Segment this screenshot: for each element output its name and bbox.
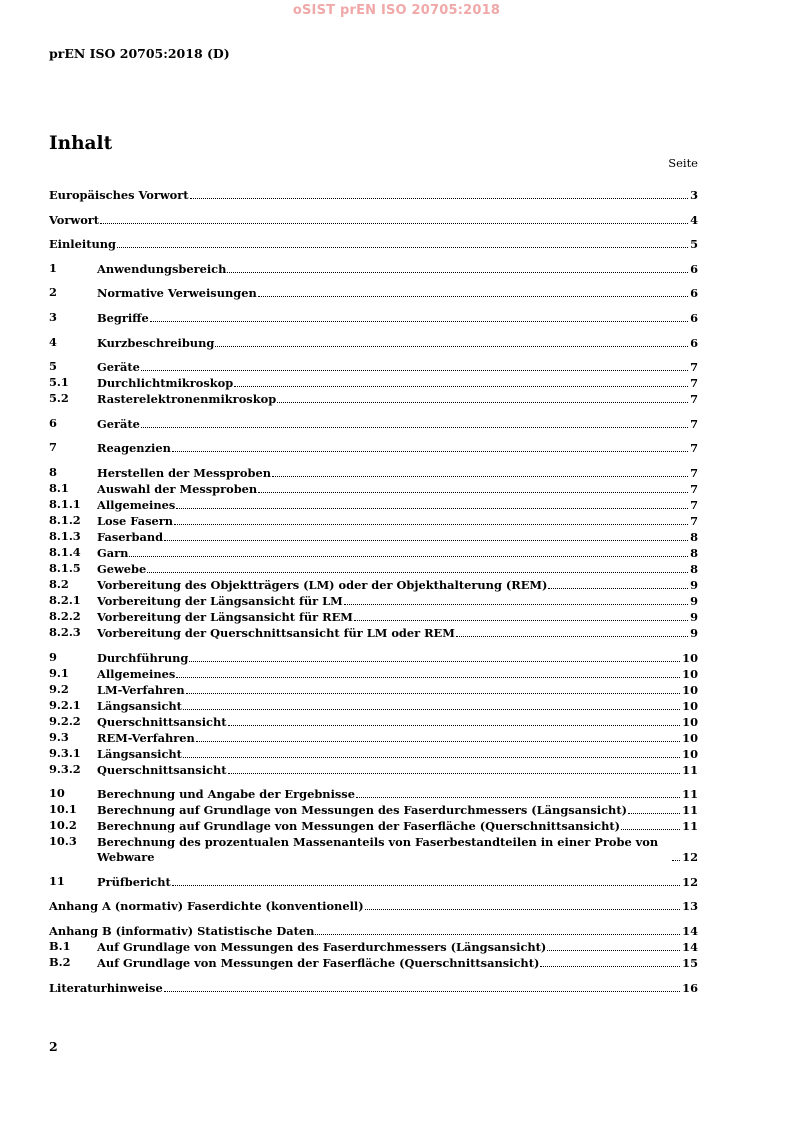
toc-entry[interactable] xyxy=(49,762,698,778)
toc-entry-label: Allgemeines xyxy=(97,497,176,512)
toc-entry[interactable] xyxy=(49,898,698,914)
toc-entry-body xyxy=(97,360,698,375)
toc-entry-body xyxy=(97,819,698,834)
toc-entry-number: B.1 xyxy=(49,938,71,953)
toc-entry-body xyxy=(97,651,698,666)
toc-entry-page: 14 xyxy=(682,939,698,954)
toc-entry-label: Vorbereitung der Querschnittsansicht für LM oder REM xyxy=(97,625,455,640)
page-title: Inhalt xyxy=(49,133,113,154)
toc-dot-leader xyxy=(258,492,688,493)
toc-entry[interactable] xyxy=(49,416,698,432)
toc-dot-leader xyxy=(277,402,688,403)
toc-entry-page: 11 xyxy=(682,819,698,834)
toc-entry-body xyxy=(97,787,698,802)
toc-entry-label: Vorbereitung des Objektträgers (LM) oder der Objekthalterung (REM) xyxy=(97,577,548,592)
toc-entry-label: Querschnittsansicht xyxy=(97,714,227,729)
toc-entry[interactable] xyxy=(49,625,698,641)
toc-entry-label: Gewebe xyxy=(97,561,147,576)
toc-entry[interactable] xyxy=(49,802,698,818)
toc-entry-page: 5 xyxy=(690,237,698,252)
toc-entry-number: 1 xyxy=(49,260,57,275)
toc-entry-number: 3 xyxy=(49,309,57,324)
toc-entry-body xyxy=(97,940,698,955)
toc-entry-page: 11 xyxy=(682,787,698,802)
toc-entry-page: 7 xyxy=(690,513,698,528)
toc-entry-page: 10 xyxy=(682,730,698,745)
toc-entry-body xyxy=(97,498,698,513)
toc-entry-page: 9 xyxy=(690,577,698,592)
toc-entry[interactable] xyxy=(49,187,698,203)
toc-entry-number: 8.2.2 xyxy=(49,608,81,623)
toc-entry-number: 8.1.5 xyxy=(49,560,81,575)
toc-entry[interactable] xyxy=(49,730,698,746)
toc-entry[interactable] xyxy=(49,529,698,545)
toc-entry-page: 8 xyxy=(690,561,698,576)
toc-entry-body xyxy=(97,311,698,326)
toc-entry-label: Einleitung xyxy=(49,237,116,252)
toc-entry-label: Anhang B (informativ) Statistische Daten xyxy=(49,923,315,938)
toc-entry-page: 6 xyxy=(690,286,698,301)
toc-entry-number: 8.2.3 xyxy=(49,624,81,639)
toc-entry-label: Längsansicht xyxy=(97,746,182,761)
toc-entry[interactable] xyxy=(49,497,698,513)
toc-entry-label: Geräte xyxy=(97,360,140,375)
toc-entry-label: Faserband xyxy=(97,529,164,544)
toc-dot-leader xyxy=(183,757,680,758)
toc-entry-body xyxy=(97,699,698,714)
toc-dot-leader xyxy=(174,524,688,525)
toc-entry-page: 7 xyxy=(690,392,698,407)
toc-entry-body xyxy=(97,715,698,730)
toc-entry-label: Vorwort xyxy=(49,212,100,227)
toc-entry-page: 8 xyxy=(690,529,698,544)
toc-dot-leader xyxy=(172,885,680,886)
toc-entry[interactable] xyxy=(49,310,698,326)
toc-entry-body xyxy=(97,514,698,529)
toc-entry[interactable] xyxy=(49,714,698,730)
toc-entry[interactable] xyxy=(49,666,698,682)
toc-entry-body xyxy=(97,336,698,351)
toc-entry-label: Kurzbeschreibung xyxy=(97,335,215,350)
toc-dot-leader xyxy=(215,346,688,347)
toc-entry[interactable] xyxy=(49,335,698,351)
toc-entry-body xyxy=(97,731,698,746)
toc-entry-label: Auf Grundlage von Messungen der Faserfläche (Querschnittsansicht) xyxy=(97,955,540,970)
toc-entry[interactable] xyxy=(49,682,698,698)
toc-dot-leader xyxy=(672,860,680,861)
toc-entry[interactable] xyxy=(49,236,698,252)
toc-entry[interactable] xyxy=(49,440,698,456)
toc-entry-number: 10.3 xyxy=(49,834,77,849)
toc-entry-body xyxy=(97,392,698,407)
toc-entry-page: 9 xyxy=(690,593,698,608)
toc-entry-page: 10 xyxy=(682,650,698,665)
toc-entry-page: 10 xyxy=(682,746,698,761)
toc-entry-label: Berechnung auf Grundlage von Messungen der Faserfläche (Querschnittsansicht) xyxy=(97,819,621,834)
toc-dot-leader xyxy=(176,677,680,678)
toc-entry-body xyxy=(97,610,698,625)
toc-entry-page: 13 xyxy=(682,899,698,914)
toc-entry-page: 7 xyxy=(690,481,698,496)
toc-entry-label: Begriffe xyxy=(97,310,149,325)
toc-entry-label: Durchführung xyxy=(97,650,189,665)
toc-entry-page: 6 xyxy=(690,261,698,276)
toc-entry-page: 6 xyxy=(690,335,698,350)
toc-entry-number: 10 xyxy=(49,786,65,801)
toc-entry-number: 9.3.2 xyxy=(49,761,81,776)
toc-entry-label: Geräte xyxy=(97,416,140,431)
toc-entry-label: Längsansicht xyxy=(97,698,182,713)
toc-entry-number: 8.1.3 xyxy=(49,528,81,543)
toc-entry[interactable] xyxy=(49,786,698,802)
toc-dot-leader xyxy=(228,725,681,726)
table-of-contents xyxy=(49,187,698,996)
toc-dot-leader xyxy=(117,247,688,248)
toc-dot-leader xyxy=(547,950,680,951)
toc-entry-number: 5 xyxy=(49,359,57,374)
toc-entry-body xyxy=(49,188,698,203)
toc-entry[interactable] xyxy=(49,874,698,890)
toc-entry-page: 7 xyxy=(690,465,698,480)
toc-entry-label: Vorbereitung der Längsansicht für REM xyxy=(97,609,353,624)
toc-entry-body xyxy=(97,667,698,682)
toc-entry-number: 7 xyxy=(49,440,57,455)
toc-dot-leader xyxy=(456,636,688,637)
toc-entry-body xyxy=(97,956,698,971)
toc-entry-body xyxy=(97,546,698,561)
toc-dot-leader xyxy=(150,321,688,322)
toc-entry-number: 9.3 xyxy=(49,729,69,744)
toc-entry-page: 6 xyxy=(690,310,698,325)
toc-entry-page: 7 xyxy=(690,360,698,375)
toc-dot-leader xyxy=(176,508,688,509)
toc-dot-leader xyxy=(196,741,680,742)
toc-dot-leader xyxy=(164,991,680,992)
toc-entry-label: Allgemeines xyxy=(97,666,176,681)
toc-dot-leader xyxy=(258,296,688,297)
toc-entry[interactable] xyxy=(49,980,698,996)
toc-entry-label: Lose Fasern xyxy=(97,513,174,528)
toc-entry-label: LM-Verfahren xyxy=(97,682,185,697)
toc-entry-number: 10.1 xyxy=(49,802,77,817)
toc-entry-body xyxy=(97,441,698,456)
toc-entry-page: 10 xyxy=(682,666,698,681)
toc-entry-page: 7 xyxy=(690,376,698,391)
toc-entry-body xyxy=(97,835,698,865)
toc-entry-number: 5.1 xyxy=(49,375,69,390)
toc-entry[interactable] xyxy=(49,513,698,529)
toc-entry-page: 7 xyxy=(690,416,698,431)
toc-entry[interactable] xyxy=(49,609,698,625)
toc-entry-label: Normative Verweisungen xyxy=(97,286,257,301)
toc-entry[interactable] xyxy=(49,285,698,301)
toc-entry-number: 6 xyxy=(49,415,57,430)
toc-dot-leader xyxy=(190,198,689,199)
toc-entry-page: 16 xyxy=(682,980,698,995)
toc-entry-number: 8 xyxy=(49,464,57,479)
toc-dot-leader xyxy=(141,370,688,371)
toc-dot-leader xyxy=(129,556,688,557)
toc-entry[interactable] xyxy=(49,261,698,277)
toc-entry-number: 8.2 xyxy=(49,576,69,591)
toc-dot-leader xyxy=(228,773,681,774)
toc-entry-page: 7 xyxy=(690,441,698,456)
toc-entry-body xyxy=(97,594,698,609)
toc-entry-label: Prüfbericht xyxy=(97,874,171,889)
toc-entry-label: Berechnung auf Grundlage von Messungen des Faserdurchmessers (Längsansicht) xyxy=(97,803,627,818)
toc-entry-body xyxy=(49,899,698,914)
toc-entry-number: B.2 xyxy=(49,954,71,969)
toc-entry[interactable] xyxy=(49,746,698,762)
toc-dot-leader xyxy=(344,604,688,605)
toc-entry-label: Berechnung des prozentualen Massenanteils von Faserbestandteilen in einer Probe von Webware xyxy=(97,835,659,865)
toc-dot-leader xyxy=(186,693,680,694)
toc-entry-body xyxy=(97,626,698,641)
toc-entry-label: Reagenzien xyxy=(97,441,171,456)
toc-entry-body xyxy=(49,237,698,252)
toc-entry[interactable] xyxy=(49,923,698,939)
toc-dot-leader xyxy=(548,588,688,589)
toc-entry-page: 10 xyxy=(682,682,698,697)
toc-entry-body xyxy=(97,262,698,277)
toc-entry[interactable] xyxy=(49,955,698,971)
toc-entry-label: Anhang A (normativ) Faserdichte (konventionell) xyxy=(49,899,364,914)
toc-entry-label: REM-Verfahren xyxy=(97,730,195,745)
toc-entry-label: Europäisches Vorwort xyxy=(49,188,189,202)
toc-entry[interactable] xyxy=(49,939,698,955)
toc-entry-label: Durchlichtmikroskop xyxy=(97,376,234,391)
toc-entry-body xyxy=(49,924,698,939)
toc-entry-body xyxy=(97,482,698,497)
toc-entry-body xyxy=(97,376,698,391)
page-column-label: Seite xyxy=(668,156,698,170)
toc-entry-number: 9.2 xyxy=(49,681,69,696)
toc-entry-number: 8.1.1 xyxy=(49,496,81,511)
toc-dot-leader xyxy=(621,829,680,830)
toc-entry-page: 9 xyxy=(690,625,698,640)
toc-entry-page: 10 xyxy=(682,714,698,729)
toc-entry-page: 11 xyxy=(682,762,698,777)
watermark: oSIST prEN ISO 20705:2018 xyxy=(292,3,501,18)
toc-dot-leader xyxy=(141,427,688,428)
toc-dot-leader xyxy=(365,909,681,910)
toc-entry-body xyxy=(97,683,698,698)
toc-entry[interactable] xyxy=(49,650,698,666)
toc-entry-body xyxy=(97,466,698,481)
toc-entry-label: Auswahl der Messproben xyxy=(97,481,258,496)
toc-entry-body xyxy=(97,286,698,301)
toc-entry-body xyxy=(97,803,698,818)
toc-entry[interactable] xyxy=(49,593,698,609)
toc-entry[interactable] xyxy=(49,818,698,834)
toc-entry-body xyxy=(97,747,698,762)
toc-entry-label: Berechnung und Angabe der Ergebnisse xyxy=(97,787,355,802)
toc-dot-leader xyxy=(540,966,680,967)
toc-entry-page: 7 xyxy=(690,497,698,512)
toc-entry[interactable] xyxy=(49,834,698,865)
toc-entry-number: 11 xyxy=(49,873,65,888)
toc-dot-leader xyxy=(164,540,688,541)
toc-entry-label: Herstellen der Messproben xyxy=(97,465,271,480)
toc-dot-leader xyxy=(272,476,688,477)
toc-entry-number: 4 xyxy=(49,334,57,349)
toc-entry-number: 9.2.1 xyxy=(49,697,81,712)
toc-entry-body xyxy=(97,875,698,890)
toc-dot-leader xyxy=(147,572,688,573)
toc-entry-body xyxy=(97,530,698,545)
toc-entry-page: 11 xyxy=(682,803,698,818)
toc-entry-number: 5.2 xyxy=(49,391,69,406)
toc-entry-page: 10 xyxy=(682,698,698,713)
toc-entry-number: 9.3.1 xyxy=(49,745,81,760)
toc-entry-number: 8.1.4 xyxy=(49,544,81,559)
toc-entry-body xyxy=(97,562,698,577)
toc-entry-body xyxy=(97,763,698,778)
toc-entry-number: 8.1 xyxy=(49,480,69,495)
toc-entry-page: 12 xyxy=(682,850,698,865)
toc-entry-number: 9 xyxy=(49,649,57,664)
toc-entry-page: 4 xyxy=(690,212,698,227)
toc-entry-page: 14 xyxy=(682,923,698,938)
toc-entry-body xyxy=(49,981,698,996)
toc-dot-leader xyxy=(189,661,680,662)
toc-entry-page: 8 xyxy=(690,545,698,560)
toc-entry[interactable] xyxy=(49,698,698,714)
toc-dot-leader xyxy=(183,709,680,710)
toc-entry-label: Literaturhinweise xyxy=(49,980,163,995)
toc-entry-label: Vorbereitung der Längsansicht für LM xyxy=(97,593,343,608)
toc-dot-leader xyxy=(315,934,680,935)
toc-entry[interactable] xyxy=(49,545,698,561)
toc-entry-body xyxy=(97,417,698,432)
toc-entry-label: Auf Grundlage von Messungen des Faserdurchmessers (Längsansicht) xyxy=(97,939,547,954)
toc-entry-number: 8.2.1 xyxy=(49,592,81,607)
toc-entry-number: 10.2 xyxy=(49,818,77,833)
toc-entry[interactable] xyxy=(49,577,698,593)
toc-entry[interactable] xyxy=(49,465,698,481)
toc-dot-leader xyxy=(100,223,688,224)
toc-entry[interactable] xyxy=(49,561,698,577)
toc-dot-leader xyxy=(356,797,680,798)
toc-dot-leader xyxy=(227,272,688,273)
toc-entry-page: 12 xyxy=(682,874,698,889)
page-number: 2 xyxy=(49,1039,58,1054)
toc-entry[interactable] xyxy=(49,375,698,391)
toc-entry-label: Rasterelektronenmikroskop xyxy=(97,392,277,407)
toc-dot-leader xyxy=(234,386,688,387)
toc-dot-leader xyxy=(354,620,688,621)
toc-entry-label: Garn xyxy=(97,545,129,560)
toc-dot-leader xyxy=(628,813,680,814)
toc-entry-label: Anwendungsbereich xyxy=(97,261,227,276)
toc-entry[interactable] xyxy=(49,359,698,375)
toc-entry-body xyxy=(97,578,698,593)
toc-entry-number: 9.2.2 xyxy=(49,713,81,728)
toc-entry-number: 2 xyxy=(49,285,57,300)
toc-entry-page: 9 xyxy=(690,609,698,624)
toc-entry[interactable] xyxy=(49,391,698,407)
toc-entry-label: Querschnittsansicht xyxy=(97,762,227,777)
toc-entry-number: 8.1.2 xyxy=(49,512,81,527)
toc-dot-leader xyxy=(172,451,688,452)
toc-entry[interactable] xyxy=(49,481,698,497)
toc-entry-number: 9.1 xyxy=(49,665,69,680)
toc-entry-page: 15 xyxy=(682,955,698,970)
document-identifier: prEN ISO 20705:2018 (D) xyxy=(49,46,230,61)
toc-entry-page: 3 xyxy=(690,188,698,202)
toc-entry[interactable] xyxy=(49,212,698,228)
toc-entry-body xyxy=(49,213,698,228)
